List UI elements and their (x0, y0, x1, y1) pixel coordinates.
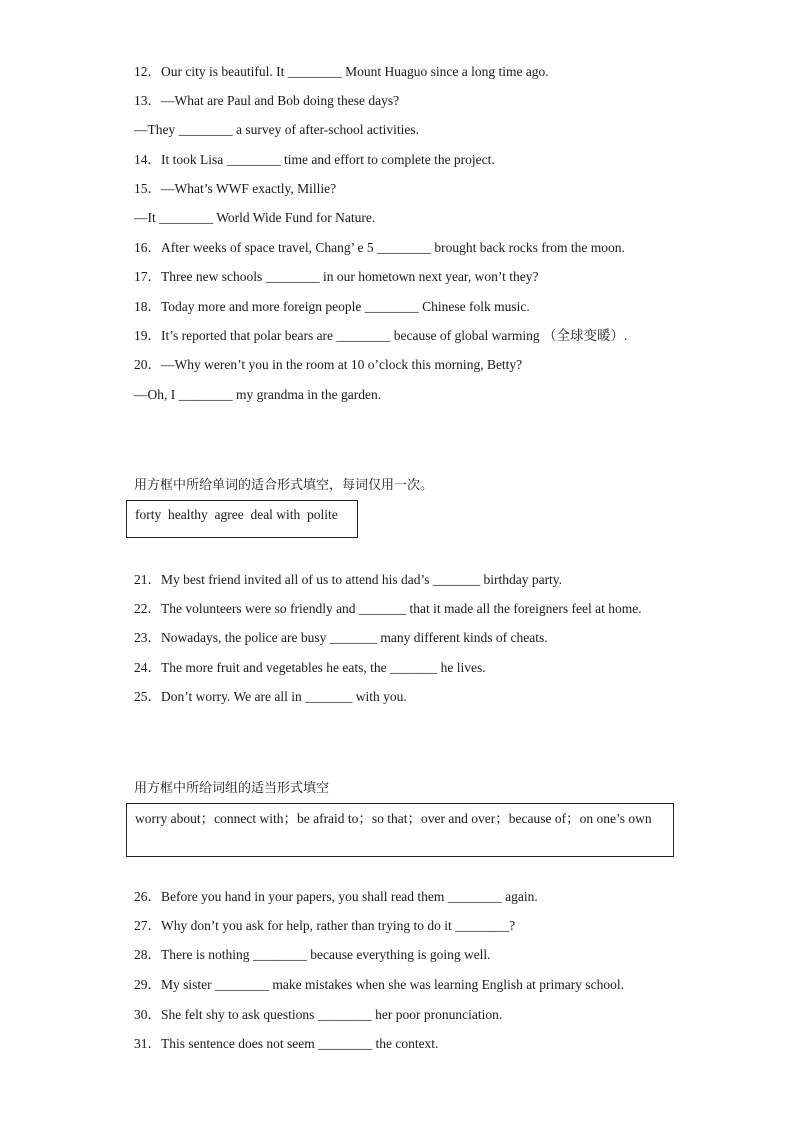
phrase-box (126, 803, 674, 857)
answer-15: —It ________ World Wide Fund for Nature. (134, 210, 376, 225)
answer-20: —Oh, I ________ my grandma in the garden. (134, 387, 382, 402)
question-29: 29．My sister ________ make mistakes when she was learning English at primary school. (134, 977, 625, 992)
question-18: 18．Today more and more foreign people ________ Chinese folk music. (134, 299, 530, 314)
question-19: 19．It’s reported that polar bears are ________ because of global warming （全球变暖）. (134, 328, 628, 343)
phrase-box-text: worry about；connect with；be afraid to；so that；over and over；because of；on one’s own (135, 811, 652, 826)
question-14: 14．It took Lisa ________ time and effort to complete the project. (134, 152, 495, 167)
question-27: 27．Why don’t you ask for help, rather than trying to do it ________? (134, 918, 516, 933)
question-30: 30．She felt shy to ask questions ________ her poor pronunciation. (134, 1007, 503, 1022)
question-15: 15．—What’s WWF exactly, Millie? (134, 181, 337, 196)
question-16: 16．After weeks of space travel, Chang’ e 5 ________ brought back rocks from the moon. (134, 240, 625, 255)
question-13: 13．—What are Paul and Bob doing these days? (134, 93, 400, 108)
word-box (126, 500, 358, 538)
question-21: 21．My best friend invited all of us to attend his dad’s _______ birthday party. (134, 572, 563, 587)
word-box-text: forty healthy agree deal with polite (135, 507, 338, 522)
question-25: 25．Don’t worry. We are all in _______ with you. (134, 689, 407, 704)
question-24: 24．The more fruit and vegetables he eats, the _______ he lives. (134, 660, 486, 675)
question-26: 26．Before you hand in your papers, you shall read them ________ again. (134, 889, 538, 904)
question-28: 28．There is nothing ________ because everything is going well. (134, 947, 491, 962)
section3-instruction: 用方框中所给词组的适当形式填空 (134, 781, 330, 796)
question-31: 31．This sentence does not seem ________ the context. (134, 1036, 439, 1051)
answer-13: —They ________ a survey of after-school activities. (134, 122, 420, 137)
question-20: 20．—Why weren’t you in the room at 10 o’clock this morning, Betty? (134, 357, 523, 372)
section2-instruction: 用方框中所给单词的适合形式填空，每词仅用一次。 (134, 478, 434, 493)
question-23: 23．Nowadays, the police are busy _______ many different kinds of cheats. (134, 630, 548, 645)
question-22: 22．The volunteers were so friendly and _______ that it made all the foreigners feel at home. (134, 601, 642, 616)
question-17: 17．Three new schools ________ in our hometown next year, won’t they? (134, 269, 539, 284)
question-12: 12．Our city is beautiful. It ________ Mount Huaguo since a long time ago. (134, 64, 549, 79)
